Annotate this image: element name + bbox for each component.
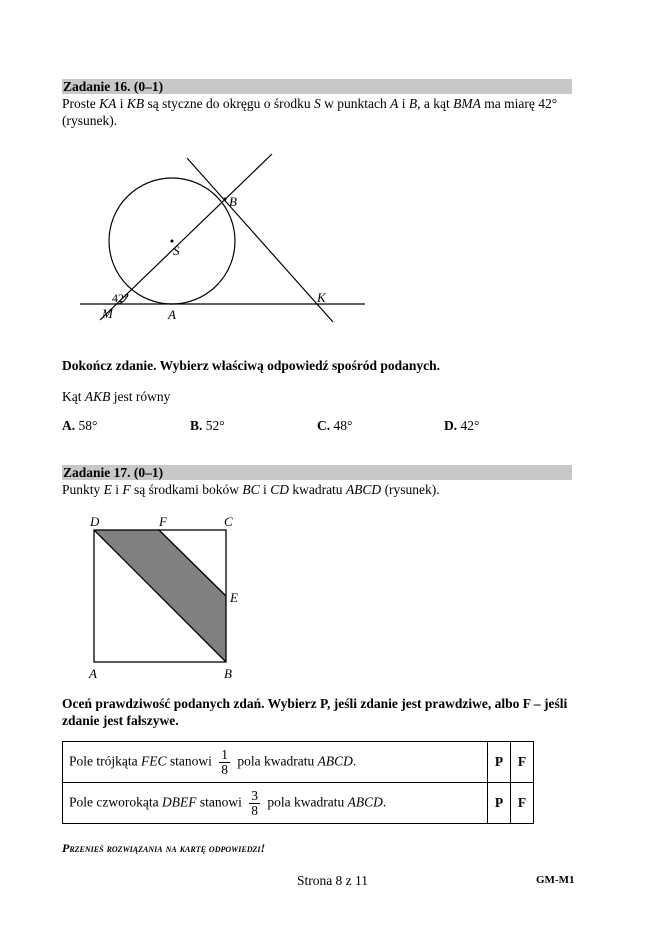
- text: są środkami boków: [130, 482, 243, 497]
- text: i: [111, 482, 123, 497]
- var: CD: [270, 482, 289, 497]
- var: BMA: [453, 96, 481, 111]
- text: .: [352, 753, 357, 769]
- true-false-table: [62, 741, 534, 824]
- text: jest równy: [110, 389, 171, 404]
- answer-c[interactable]: [317, 418, 352, 434]
- var: A: [390, 96, 399, 111]
- point-b: [224, 198, 227, 201]
- var: FEC: [140, 753, 167, 769]
- table-row: [63, 783, 534, 824]
- text: i: [259, 482, 271, 497]
- transfer-note: Przenieś rozwiązania na kartę odpowiedzi!: [62, 841, 266, 855]
- text: są styczne do okręgu o środku: [144, 96, 315, 111]
- answer-d[interactable]: [444, 418, 479, 434]
- task16-header: Zadanie 16. (0–1): [63, 79, 164, 94]
- tangent-line-kb: [187, 158, 333, 322]
- answer-value: 58°: [78, 418, 98, 433]
- task17-header: Zadanie 17. (0–1): [63, 465, 164, 480]
- text: pola kwadratu: [267, 794, 348, 810]
- var: DBEF: [161, 794, 197, 810]
- text: stanowi: [166, 753, 212, 769]
- answer-value: 48°: [333, 418, 353, 433]
- text: .: [382, 794, 387, 810]
- label-b: B: [229, 194, 237, 209]
- task17-instruction-line2: zdanie jest fałszywe.: [62, 713, 179, 728]
- statement-cell: [63, 742, 488, 783]
- var: AKB: [84, 389, 111, 404]
- text: w punktach: [320, 96, 391, 111]
- statement-cell: [63, 783, 488, 824]
- label-d: D: [90, 514, 100, 529]
- answer-letter: D.: [444, 418, 458, 433]
- label-angle-42: 42°: [112, 291, 129, 305]
- table-row: [63, 742, 534, 783]
- numerator: 1: [221, 746, 228, 762]
- var: ABCD: [347, 794, 383, 810]
- label-a: A: [89, 666, 97, 681]
- var: KA: [99, 96, 117, 111]
- label-f: F: [159, 514, 167, 529]
- task17-header-band: [62, 465, 572, 480]
- label-s: S: [173, 243, 180, 258]
- option-f[interactable]: F: [511, 742, 534, 783]
- answer-value: 52°: [205, 418, 225, 433]
- denominator: 8: [251, 802, 258, 818]
- var: B: [408, 96, 418, 111]
- text: ma miarę 42°: [480, 96, 558, 111]
- text: , a kąt: [417, 96, 454, 111]
- text: Pole trójkąta: [69, 753, 141, 769]
- task17-intro: [62, 481, 440, 498]
- fraction: [219, 748, 230, 777]
- text: Proste: [62, 96, 100, 111]
- exam-code: GM-M1: [536, 874, 575, 886]
- task16-instruction: Dokończ zdanie. Wybierz właściwą odpowiedź spośród podanych.: [62, 358, 441, 373]
- text: Pole czworokąta: [69, 794, 162, 810]
- fraction: [249, 789, 260, 818]
- label-m: M: [102, 306, 113, 321]
- task16-question: [62, 388, 170, 405]
- task16-intro-line2: (rysunek).: [62, 113, 118, 128]
- denominator: 8: [221, 761, 228, 777]
- var: BC: [242, 482, 260, 497]
- label-k: K: [317, 290, 326, 305]
- page-number: Strona 8 z 11: [296, 873, 369, 888]
- numerator: 3: [251, 787, 258, 803]
- option-f[interactable]: F: [511, 783, 534, 824]
- text: (rysunek).: [381, 482, 440, 497]
- text: Kąt: [62, 389, 85, 404]
- option-p[interactable]: P: [488, 783, 511, 824]
- answer-value: 42°: [460, 418, 480, 433]
- text: i: [116, 96, 127, 111]
- var: ABCD: [317, 753, 353, 769]
- answer-a[interactable]: [62, 418, 97, 434]
- label-b: B: [224, 666, 232, 681]
- answer-letter: C.: [317, 418, 331, 433]
- var: ABCD: [345, 482, 382, 497]
- var: KB: [126, 96, 145, 111]
- var: E: [103, 482, 112, 497]
- label-c: C: [224, 514, 233, 529]
- task17-instruction-line1: Oceń prawdziwość podanych zdań. Wybierz P, jeśli zdanie jest prawdziwe, albo F – jeśli: [62, 696, 568, 711]
- text: stanowi: [196, 794, 242, 810]
- text: Punkty: [62, 482, 104, 497]
- var: F: [122, 482, 131, 497]
- label-e: E: [230, 590, 238, 605]
- answer-letter: B.: [190, 418, 203, 433]
- text: kwadratu: [288, 482, 346, 497]
- label-a: A: [168, 307, 176, 322]
- text: pola kwadratu: [237, 753, 318, 769]
- answer-letter: A.: [62, 418, 76, 433]
- var: S: [314, 96, 321, 111]
- text: i: [398, 96, 409, 111]
- option-p[interactable]: P: [488, 742, 511, 783]
- answer-b[interactable]: [190, 418, 225, 434]
